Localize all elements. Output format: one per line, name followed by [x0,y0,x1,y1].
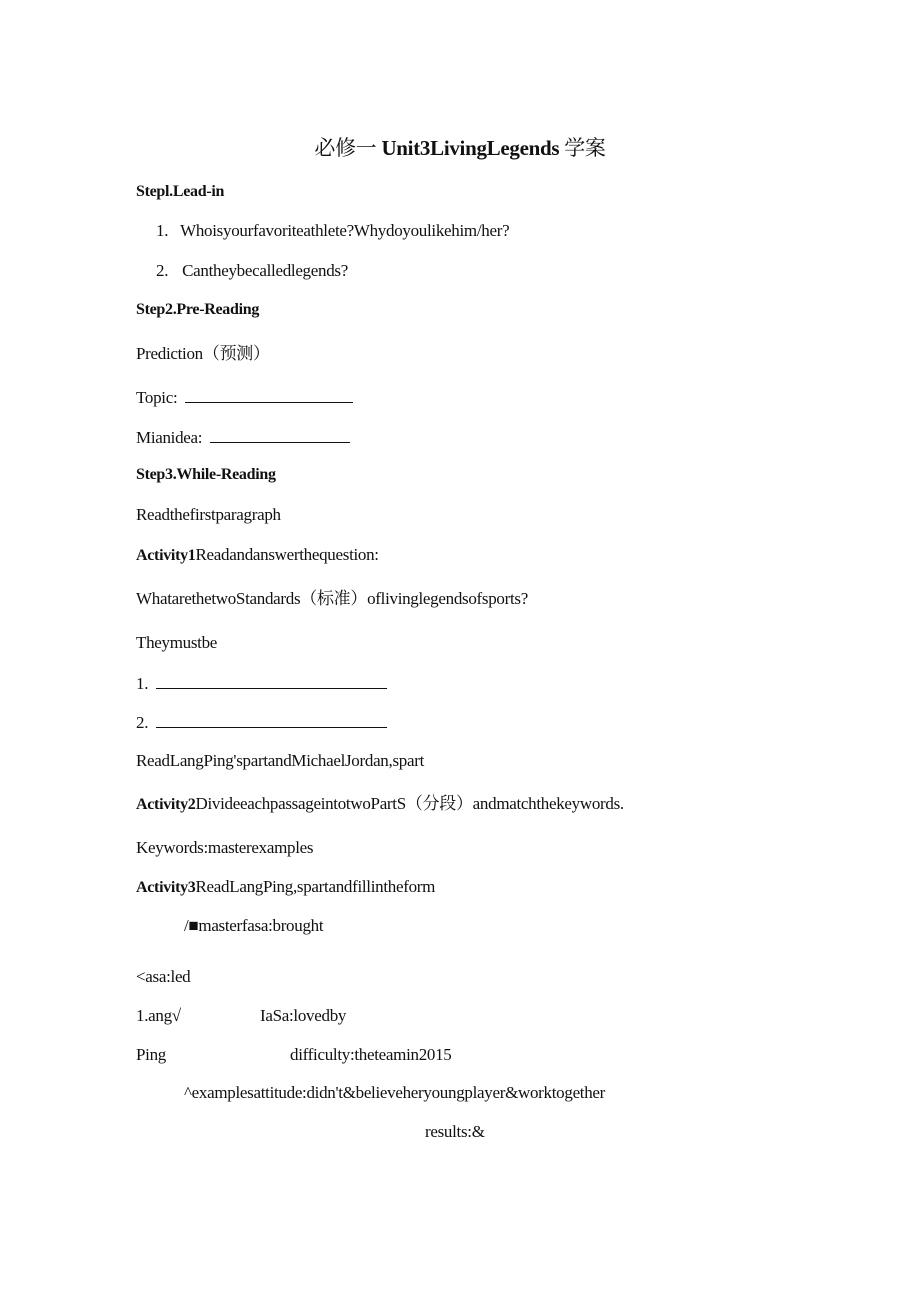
form-results-line: results:& [425,1122,485,1141]
standard-blank-2-line [136,713,387,731]
activity3-text: ReadLangPing,spartandfillintheform [195,877,436,896]
title-suffix: 学案 [559,136,606,160]
form-iasa-line: IaSa:lovedby [260,1006,347,1025]
step1-heading: Stepl.Lead-in [136,183,225,200]
activity2-label: Activity2 [136,796,196,813]
activity1-label: Activity1 [136,547,196,564]
step1-question-1 [156,222,509,239]
question-text: Cantheybecalledlegends? [182,261,348,280]
topic-blank[interactable] [185,388,353,403]
question-text: Whoisyourfavoriteathlete?Whydoyoulikehim/her? [180,221,510,240]
topic-label: Topic: [136,388,178,407]
mainidea-blank[interactable] [210,428,350,443]
form-examples-line: ^examplesattitude:didn't&believeheryoungplayer&worktogether [184,1083,606,1102]
activity2-line [136,795,624,813]
activity3-label: Activity3 [136,879,196,896]
title-prefix: 必修一 [314,136,382,160]
activity3-line [136,878,435,896]
standard-blank-1[interactable] [156,674,387,689]
step3-heading: Step3.While-Reading [136,466,276,483]
form-lang-line: 1.ang√ [136,1006,181,1025]
form-ping-line: Ping [136,1045,166,1064]
mainidea-label: Mianidea: [136,428,203,447]
mainidea-line [136,428,350,446]
activity1-line [136,546,379,564]
blank-number: 1. [136,674,149,693]
step1-question-2 [156,262,348,279]
standard-blank-1-line [136,674,387,692]
question-number: 1. [156,221,169,240]
page-title [0,138,920,159]
activity2-text: DivideeachpassageintotwoPartS（分段）andmatchthekeywords. [195,794,624,813]
activity1-text: Readandanswerthequestion: [195,545,379,564]
question-number: 2. [156,261,169,280]
read-parts-line: ReadLangPing'spartandMichaelJordan,spart [136,751,425,770]
standards-question: WhatarethetwoStandards（标准）oflivinglegendsofsports? [136,589,528,608]
keywords-line: Keywords:masterexamples [136,838,314,857]
form-master-line: /■masterfasa:brought [184,916,324,935]
form-asa-led-line: <asa:led [136,967,191,986]
blank-number: 2. [136,713,149,732]
topic-line [136,388,353,406]
prediction-label: Prediction（预测） [136,344,270,363]
read-first-paragraph: Readthefirstparagraph [136,505,281,524]
standard-blank-2[interactable] [156,713,387,728]
form-difficulty-line: difficulty:theteamin2015 [290,1045,452,1064]
step2-heading: Step2.Pre-Reading [136,301,260,318]
title-main: Unit3LivingLegends [381,136,560,160]
they-must-be: Theymustbe [136,633,218,652]
